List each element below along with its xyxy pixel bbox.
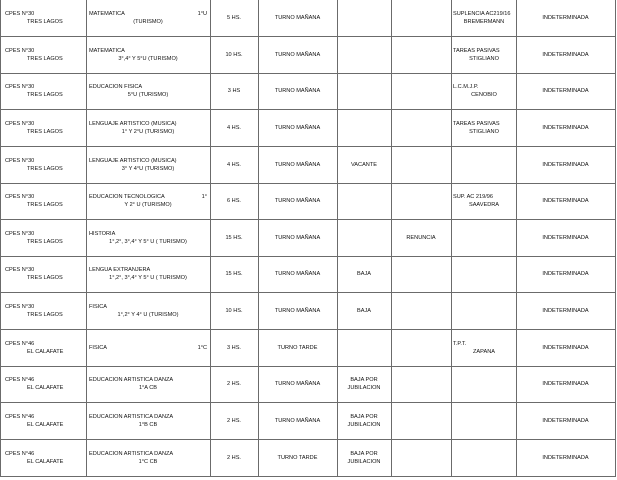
term-cell: INDETERMINADA bbox=[542, 52, 589, 58]
term-cell: INDETERMINADA bbox=[542, 418, 589, 424]
status-cell bbox=[337, 183, 391, 219]
note-cell bbox=[391, 256, 451, 292]
subject-cell bbox=[89, 37, 207, 73]
shift-cell: TURNO TARDE bbox=[277, 345, 318, 351]
agent-cell bbox=[453, 366, 515, 402]
shift-cell: TURNO MAÑANA bbox=[274, 381, 321, 387]
shift-cell: TURNO MAÑANA bbox=[274, 162, 321, 168]
agent-cell bbox=[453, 37, 515, 73]
subject-cell bbox=[89, 110, 207, 146]
course-detail: 1°C CB bbox=[138, 459, 158, 465]
school-name: CPES N°30 bbox=[5, 267, 35, 273]
school-location: EL CALAFATE bbox=[27, 385, 64, 391]
subject-line bbox=[89, 83, 207, 91]
note-cell bbox=[391, 440, 451, 476]
subject-cell bbox=[89, 440, 207, 476]
school-location: TRES LAGOS bbox=[27, 56, 63, 62]
agent-cell bbox=[453, 183, 515, 219]
note-cell bbox=[391, 366, 451, 402]
term-cell: INDETERMINADA bbox=[542, 88, 589, 94]
agent-name: CENOBIO bbox=[471, 92, 497, 98]
school-name: CPES N°30 bbox=[5, 84, 35, 90]
hours-cell: 5 HS. bbox=[227, 15, 241, 21]
term-cell: INDETERMINADA bbox=[542, 162, 589, 168]
shift-cell: TURNO MAÑANA bbox=[274, 308, 321, 314]
agent-status: TAREAS PASIVAS bbox=[453, 121, 500, 127]
table-row bbox=[0, 293, 616, 330]
subject-line bbox=[89, 230, 207, 238]
status-cell bbox=[337, 37, 391, 73]
subject-cell bbox=[89, 330, 207, 366]
subject-line bbox=[89, 47, 207, 55]
course-detail: 1° Y 2°U (TURISMO) bbox=[121, 129, 175, 135]
note-cell bbox=[391, 147, 451, 183]
agent-name: BREMERMANN bbox=[463, 19, 505, 25]
agent-cell bbox=[453, 220, 515, 256]
agent-cell bbox=[453, 330, 515, 366]
status-cell bbox=[337, 0, 391, 36]
school-cell bbox=[5, 110, 85, 146]
subject-cell bbox=[89, 366, 207, 402]
status-cell bbox=[337, 220, 391, 256]
school-location: TRES LAGOS bbox=[27, 166, 63, 172]
agent-name: ZAPANA bbox=[473, 349, 495, 355]
hours-cell: 3 HS bbox=[227, 88, 241, 94]
subject-line bbox=[89, 344, 207, 352]
agent-name: SAAVEDRA bbox=[468, 202, 500, 208]
hours-cell: 6 HS. bbox=[227, 198, 241, 204]
subject-name: MATEMATICA bbox=[89, 11, 125, 17]
course-detail: 1°,2° Y 4° U (TURISMO) bbox=[117, 312, 179, 318]
table-row bbox=[0, 366, 616, 403]
school-name: CPES N°46 bbox=[5, 341, 35, 347]
hours-cell: 2 HS. bbox=[227, 381, 241, 387]
note-cell bbox=[391, 73, 451, 109]
subject-cell bbox=[89, 73, 207, 109]
table-row bbox=[0, 256, 616, 293]
agent-name: STIGLIANO bbox=[469, 56, 499, 62]
school-location: EL CALAFATE bbox=[27, 349, 64, 355]
shift-cell: TURNO MAÑANA bbox=[274, 52, 321, 58]
school-name: CPES N°30 bbox=[5, 304, 35, 310]
subject-name: FISICA bbox=[89, 345, 108, 351]
note-cell: RENUNCIA bbox=[406, 235, 436, 241]
course-detail: 1°,2°, 3°,4° Y 5° U ( TURISMO) bbox=[109, 275, 187, 281]
subject-cell bbox=[89, 147, 207, 183]
agent-status: L.C.M.J.P. bbox=[453, 84, 479, 90]
shift-cell: TURNO MAÑANA bbox=[274, 198, 321, 204]
table-row bbox=[0, 220, 616, 257]
note-cell bbox=[391, 110, 451, 146]
school-cell bbox=[5, 37, 85, 73]
note-cell bbox=[391, 330, 451, 366]
note-cell bbox=[391, 293, 451, 329]
term-cell: INDETERMINADA bbox=[542, 125, 589, 131]
school-cell bbox=[5, 403, 85, 439]
hours-cell: 10 HS. bbox=[225, 308, 243, 314]
school-location: TRES LAGOS bbox=[27, 19, 63, 25]
status-cell: BAJA POR JUBILACION bbox=[347, 414, 381, 428]
subject-line bbox=[89, 413, 207, 421]
course-code: 1° bbox=[201, 194, 207, 200]
school-location: TRES LAGOS bbox=[27, 202, 63, 208]
school-location: EL CALAFATE bbox=[27, 459, 64, 465]
school-name: CPES N°30 bbox=[5, 194, 35, 200]
subject-cell bbox=[89, 0, 207, 36]
course-detail: 1°,2°, 3°,4° Y 5° U ( TURISMO) bbox=[109, 239, 187, 245]
course-code: 1°U bbox=[197, 11, 207, 17]
subject-name: HISTORIA bbox=[89, 231, 116, 237]
status-cell: BAJA bbox=[357, 308, 371, 314]
hours-cell: 10 HS. bbox=[225, 52, 243, 58]
agent-status: SUP. AC 219/96 bbox=[453, 194, 494, 200]
note-cell bbox=[391, 37, 451, 73]
table-row bbox=[0, 403, 616, 440]
subject-line bbox=[89, 376, 207, 384]
subject-line bbox=[89, 266, 207, 274]
subject-name: LENGUAJE ARTISTICO (MUSICA) bbox=[89, 158, 177, 164]
shift-cell: TURNO MAÑANA bbox=[274, 15, 321, 21]
course-detail: 3° Y 4°U (TURISMO) bbox=[121, 166, 175, 172]
course-detail: 5°U (TURISMO) bbox=[127, 92, 169, 98]
school-name: CPES N°46 bbox=[5, 451, 35, 457]
school-cell bbox=[5, 73, 85, 109]
agent-cell bbox=[453, 256, 515, 292]
school-name: CPES N°30 bbox=[5, 231, 35, 237]
school-location: TRES LAGOS bbox=[27, 239, 63, 245]
term-cell: INDETERMINADA bbox=[542, 15, 589, 21]
school-name: CPES N°30 bbox=[5, 158, 35, 164]
subject-name: EDUCACION FISICA bbox=[89, 84, 143, 90]
school-location: TRES LAGOS bbox=[27, 92, 63, 98]
course-detail: (TURISMO) bbox=[133, 19, 163, 25]
subject-line bbox=[89, 450, 207, 458]
status-cell bbox=[337, 330, 391, 366]
subject-cell bbox=[89, 183, 207, 219]
subject-line bbox=[89, 303, 207, 311]
school-location: TRES LAGOS bbox=[27, 275, 63, 281]
course-detail: 3°,4° Y 5°U (TURISMO) bbox=[118, 56, 178, 62]
school-cell bbox=[5, 366, 85, 402]
subject-line bbox=[89, 10, 207, 18]
school-name: CPES N°46 bbox=[5, 414, 35, 420]
subject-name: EDUCACION ARTISTICA DANZA bbox=[89, 377, 174, 383]
agent-name: STIGLIANO bbox=[469, 129, 499, 135]
school-location: TRES LAGOS bbox=[27, 312, 63, 318]
note-cell bbox=[391, 0, 451, 36]
course-code: 1°C bbox=[197, 345, 207, 351]
hours-cell: 4 HS. bbox=[227, 162, 241, 168]
hours-cell: 15 HS. bbox=[225, 271, 243, 277]
agent-cell bbox=[453, 0, 515, 36]
course-detail: 1°A CB bbox=[138, 385, 158, 391]
shift-cell: TURNO MAÑANA bbox=[274, 271, 321, 277]
table-row bbox=[0, 330, 616, 367]
status-cell: BAJA POR JUBILACION bbox=[347, 451, 381, 465]
hours-cell: 2 HS. bbox=[227, 418, 241, 424]
status-cell: BAJA POR JUBILACION bbox=[347, 377, 381, 391]
subject-name: EDUCACION TECNOLOGICA bbox=[89, 194, 165, 200]
agent-cell bbox=[453, 73, 515, 109]
subject-line bbox=[89, 157, 207, 165]
hours-cell: 15 HS. bbox=[225, 235, 243, 241]
subject-line bbox=[89, 120, 207, 128]
term-cell: INDETERMINADA bbox=[542, 235, 589, 241]
subject-name: EDUCACION ARTISTICA DANZA bbox=[89, 414, 174, 420]
note-cell bbox=[391, 403, 451, 439]
school-cell bbox=[5, 440, 85, 476]
agent-status: TAREAS PASIVAS bbox=[453, 48, 500, 54]
school-cell bbox=[5, 0, 85, 36]
subject-line bbox=[89, 193, 207, 201]
school-cell bbox=[5, 256, 85, 292]
table-row bbox=[0, 0, 616, 37]
term-cell: INDETERMINADA bbox=[542, 271, 589, 277]
term-cell: INDETERMINADA bbox=[542, 345, 589, 351]
school-cell bbox=[5, 293, 85, 329]
subject-cell bbox=[89, 220, 207, 256]
table-row bbox=[0, 37, 616, 74]
agent-cell bbox=[453, 403, 515, 439]
agent-status: T.P.T. bbox=[453, 341, 467, 347]
school-cell bbox=[5, 330, 85, 366]
term-cell: INDETERMINADA bbox=[542, 308, 589, 314]
subject-cell bbox=[89, 256, 207, 292]
course-detail: Y 2° U (TURISMO) bbox=[124, 202, 172, 208]
subject-name: LENGUA EXTRANJERA bbox=[89, 267, 151, 273]
note-cell bbox=[391, 183, 451, 219]
status-cell: BAJA bbox=[357, 271, 371, 277]
subject-cell bbox=[89, 293, 207, 329]
table-row bbox=[0, 440, 616, 477]
school-name: CPES N°30 bbox=[5, 48, 35, 54]
term-cell: INDETERMINADA bbox=[542, 198, 589, 204]
subject-name: EDUCACION ARTISTICA DANZA bbox=[89, 451, 174, 457]
agent-cell bbox=[453, 293, 515, 329]
shift-cell: TURNO MAÑANA bbox=[274, 235, 321, 241]
status-cell bbox=[337, 110, 391, 146]
table-row bbox=[0, 183, 616, 220]
status-cell: VACANTE bbox=[350, 162, 377, 168]
hours-cell: 3 HS. bbox=[227, 345, 241, 351]
shift-cell: TURNO MAÑANA bbox=[274, 418, 321, 424]
term-cell: INDETERMINADA bbox=[542, 455, 589, 461]
hours-cell: 4 HS. bbox=[227, 125, 241, 131]
table-row bbox=[0, 147, 616, 184]
school-name: CPES N°30 bbox=[5, 121, 35, 127]
agent-cell bbox=[453, 147, 515, 183]
hours-cell: 2 HS. bbox=[227, 455, 241, 461]
term-cell: INDETERMINADA bbox=[542, 381, 589, 387]
shift-cell: TURNO MAÑANA bbox=[274, 125, 321, 131]
school-cell bbox=[5, 220, 85, 256]
subject-name: FISICA bbox=[89, 304, 108, 310]
subject-name: MATEMATICA bbox=[89, 48, 125, 54]
agent-cell bbox=[453, 110, 515, 146]
school-name: CPES N°30 bbox=[5, 11, 35, 17]
table-row bbox=[0, 110, 616, 147]
school-location: TRES LAGOS bbox=[27, 129, 63, 135]
shift-cell: TURNO TARDE bbox=[277, 455, 318, 461]
school-location: EL CALAFATE bbox=[27, 422, 64, 428]
agent-cell bbox=[453, 440, 515, 476]
status-cell bbox=[337, 73, 391, 109]
school-name: CPES N°46 bbox=[5, 377, 35, 383]
agent-status: SUPLENCIA AC219/16 bbox=[453, 11, 511, 17]
subject-name: LENGUAJE ARTISTICO (MUSICA) bbox=[89, 121, 177, 127]
table-row bbox=[0, 73, 616, 110]
shift-cell: TURNO MAÑANA bbox=[274, 88, 321, 94]
school-cell bbox=[5, 183, 85, 219]
subject-cell bbox=[89, 403, 207, 439]
school-cell bbox=[5, 147, 85, 183]
course-detail: 1°B CB bbox=[138, 422, 158, 428]
